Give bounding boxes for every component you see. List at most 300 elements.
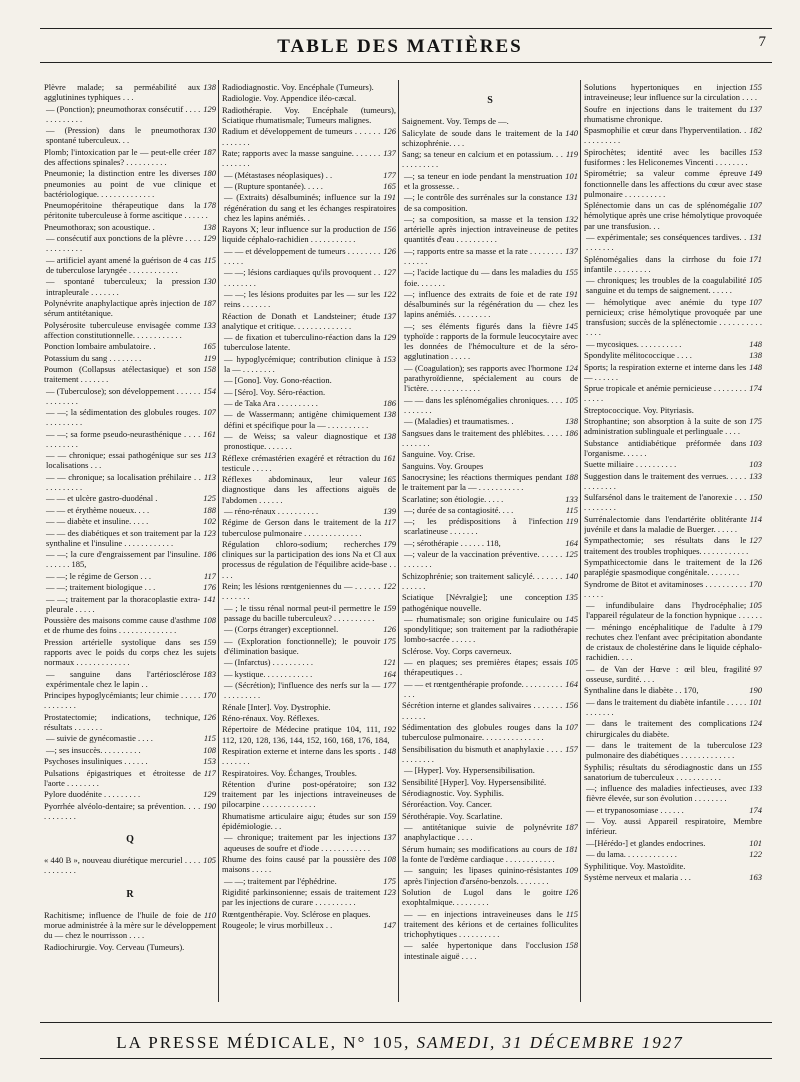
index-entry: [584, 339, 762, 349]
entry-text: Rœntgenthérapie. Voy. Sclérose en plaques.: [222, 908, 371, 919]
index-column-3: [402, 82, 578, 1002]
page-reference: 177: [383, 679, 396, 690]
index-entry: [584, 383, 762, 403]
index-entry: [222, 768, 396, 778]
page-reference: 122: [749, 849, 762, 860]
entry-text: Sang; sa teneur en calcium et en potassium. . . . . . . . . . . .: [402, 149, 563, 170]
entry-text: Rigidité parkinsonienne; essais de traitement par les injections de curare . . . . . . . . . .: [222, 886, 381, 908]
page-reference: 115: [565, 504, 578, 515]
entry-text: Séroréaction. Voy. Cancer.: [402, 799, 493, 810]
index-entry: [44, 712, 216, 732]
index-entry: [402, 149, 578, 169]
page-reference: 138: [203, 82, 216, 92]
entry-text: Potassium du sang . . . . . . . .: [44, 352, 142, 363]
page-reference: 108: [383, 853, 396, 864]
index-entry: [222, 354, 396, 374]
entry-text: Pneumothorax; son acoustique. .: [44, 221, 155, 232]
entry-text: Pulsations épigastriques et étroitesse de l'aorte . . . . . . . .: [44, 767, 201, 788]
page-reference: 102: [203, 516, 216, 527]
entry-text: Spirométrie; sa valeur comme épreuve fonctionnelle dans les affections du cœur avec stase pulmonaire . . . . . . . . . .: [584, 168, 762, 199]
index-entry: [584, 805, 762, 815]
entry-text: « 440 B », nouveau diurétique mercuriel . . . . . . . . . . . .: [44, 855, 201, 876]
entry-text: Répertoire de Médecine pratique 104, 111, 112, 120, 128, 136, 144, 152, 160, 168, 176, 184,: [222, 724, 390, 745]
page-reference: 156: [565, 700, 578, 711]
entry-text: — (Corps étranger) exceptionnel.: [224, 624, 339, 635]
entry-text: Sérum humain; ses modifications au cours de la fonte de l'œdème cardiaque . . . . . . . . . . . .: [402, 843, 563, 864]
entry-text: Principes hypoglycémiants; leur chimie . . . . . . . . . . . . .: [44, 690, 201, 711]
page-reference: 121: [383, 657, 396, 668]
entry-text: — hémolytique avec anémie du type pernicieux; crise hémolytique provoquée par une transfusion; succès de la splénectomie . . . . . . . . . . . . . .: [586, 296, 762, 338]
page-reference: 187: [203, 146, 216, 157]
index-entry: [584, 816, 762, 836]
index-entry: [584, 471, 762, 491]
entry-text: Psychoses insuliniques . . . . . .: [44, 756, 148, 767]
index-entry: [222, 539, 396, 580]
entry-text: Surrénalectomie dans l'endartérite oblitérante juvénile et dans la maladie de Buerger. . . . . .: [584, 513, 747, 535]
page-reference: 141: [203, 593, 216, 604]
index-entry: [584, 104, 762, 124]
index-entry: [584, 405, 762, 415]
page-reference: 154: [203, 385, 216, 396]
entry-text: Syndrome de Bitot et avitaminoses . . . . . . . . . . . . . . .: [584, 578, 747, 599]
entry-text: Sensibilisation du bismuth et anaphylaxie . . . . . . . . . . . .: [402, 743, 563, 764]
index-entry: [222, 181, 396, 191]
page-reference: 138: [565, 416, 578, 427]
index-entry: [222, 375, 396, 385]
index-entry: [44, 615, 216, 635]
index-entry: [222, 657, 396, 667]
entry-text: — (Ponction); pneumothorax consécutif . . . . . . . . . . . . .: [46, 103, 201, 124]
index-entry: [402, 765, 578, 775]
entry-text: Spirochètes; identité avec les bacilles fusiformes : les Heliconemes Vincenti . . . . . . . .: [584, 146, 748, 167]
entry-text: — dans le traitement de la tuberculose pulmonaire des diabétiques . . . . . . . . . . . . .: [586, 740, 747, 761]
index-entry: [44, 341, 216, 351]
page-reference: 125: [203, 493, 216, 504]
index-entry: [222, 811, 396, 831]
index-column-4: [584, 82, 762, 1002]
entry-text: Sécrétion interne et glandes salivaires . . . . . . . . . . . . .: [402, 700, 563, 721]
entry-text: Radiologie. Voy. Appendice iléo-cæcal.: [222, 93, 357, 104]
index-entry: [402, 516, 578, 536]
page-reference: 107: [203, 407, 216, 418]
index-entry: [44, 104, 216, 124]
page-reference: 158: [565, 940, 578, 951]
index-entry: [584, 557, 762, 577]
page-title: TABLE DES MATIÈRES: [277, 36, 523, 57]
index-entry: [44, 364, 216, 384]
page-reference: 148: [383, 745, 396, 756]
entry-text: Synthaline dans le diabète . . 170,: [584, 685, 699, 696]
page-reference: 170: [749, 578, 762, 589]
entry-text: — —; la cure d'engraissement par l'insuline. . . . . . . 185,: [46, 549, 201, 570]
entry-text: —; ses éléments figurés dans la fièvre typhoïde : rapports de la formule leucocytaire avec les données de l'hémoculture et de la séro-agglutination . . . . .: [404, 320, 578, 362]
index-entry: [584, 849, 762, 859]
entry-text: Streptococcique. Voy. Pityriasis.: [584, 404, 694, 415]
page-reference: 129: [383, 332, 396, 343]
page-reference: 159: [383, 810, 396, 821]
index-entry: [584, 740, 762, 760]
entry-text: — expérimentale; ses conséquences tardives. . . . . . . . .: [586, 231, 747, 253]
entry-text: — artificiel ayant amené la guérison de 4 cas de tuberculose laryngée . . . . . . . . . . . .: [46, 254, 201, 275]
page-reference: 126: [383, 624, 396, 635]
entry-text: —; influence des maladies infectieuses, avec fièvre élevée, sur son évolution . . . . . . . .: [586, 783, 747, 804]
page-reference: 108: [203, 744, 216, 755]
index-entry: [584, 861, 762, 871]
index-entry: [584, 492, 762, 512]
entry-text: —; rapports entre sa masse et la rate . . . . . . . . . . . . . .: [404, 245, 563, 266]
page-reference: 127: [383, 267, 396, 278]
page-reference: 107: [565, 722, 578, 733]
page-reference: 137: [565, 245, 578, 256]
index-entry: [402, 788, 578, 798]
index-entry: [44, 255, 216, 275]
page-reference: 145: [565, 614, 578, 625]
index-entry: [222, 624, 396, 634]
entry-text: — consécutif aux ponctions de la plèvre . . . . . . . . . . . . .: [46, 233, 201, 254]
page-reference: 123: [383, 886, 396, 897]
page-reference: 147: [383, 919, 396, 930]
entry-text: Ponction lombaire ambulatoire. .: [44, 341, 156, 352]
page-reference: 122: [383, 581, 396, 592]
index-entry: [44, 571, 216, 581]
index-entry: [222, 431, 396, 451]
index-entry: [584, 514, 762, 534]
index-entry: [402, 472, 578, 492]
entry-text: — — dans les splénomégalies chroniques. . . . . . . . . . .: [404, 394, 563, 415]
index-entry: [222, 713, 396, 723]
entry-text: — — chronique; essai pathogénique sur ses localisations . . .: [46, 450, 201, 471]
index-entry: [584, 254, 762, 274]
entry-text: —; ses insuccès. . . . . . . . . .: [46, 744, 141, 755]
entry-text: Réno-rénaux. Voy. Réflexes.: [222, 712, 320, 723]
entry-text: Pression artérielle systolique dans ses rapports avec le poids du corps chez les sujets normaux . . . . . . . . . . . . .: [44, 636, 216, 668]
index-entry: [584, 685, 762, 695]
page-reference: 137: [383, 832, 396, 843]
index-entry: [44, 690, 216, 710]
entry-text: — (Tuberculose); son développement . . . . . . . . . . . . . .: [46, 385, 201, 406]
page-reference: 138: [383, 409, 396, 420]
entry-text: — Voy. aussi Appareil respiratoire, Membre inférieur.: [586, 816, 762, 837]
entry-text: — (Sécrétion); l'influence des nerfs sur la — . . . . . . . . .: [224, 679, 381, 701]
index-entry: [222, 387, 396, 397]
index-entry: [44, 505, 216, 515]
index-entry: [222, 702, 396, 712]
index-entry: [222, 581, 396, 601]
entry-text: Plomb; l'intoxication par le — peut-elle créer des affections spinales? . . . . . . . . . .: [44, 146, 201, 167]
entry-text: —[Hérédo-] et glandes endocrines.: [586, 837, 706, 848]
page-reference: 126: [383, 245, 396, 256]
index-entry: [584, 275, 762, 295]
index-entry: [402, 744, 578, 764]
index-entry: [402, 679, 578, 699]
entry-text: Sanguine. Voy. Crise.: [402, 449, 476, 460]
page-reference: 105: [565, 657, 578, 668]
entry-text: — — et développement de tumeurs . . . . . . . . . . . . .: [224, 245, 381, 266]
page-reference: 140: [565, 127, 578, 138]
page-reference: 156: [383, 224, 396, 235]
entry-text: Salicylate de soude dans le traitement de la schizophrénie. . . .: [402, 127, 563, 148]
index-entry: [402, 592, 578, 612]
entry-text: Sprue tropicale et anémie pernicieuse . . . . . . . . . . . . .: [584, 383, 747, 404]
index-entry: [222, 148, 396, 168]
entry-text: Saignement. Voy. Temps de —.: [402, 116, 509, 127]
index-entry: [44, 516, 216, 526]
index-entry: [402, 887, 578, 907]
page-reference: 126: [565, 886, 578, 897]
page-reference: 133: [749, 783, 762, 794]
entry-text: Rachitisme; influence de l'huile de foie de morue administrée à la mère sur le développement du — chez le nourrisson . . . .: [44, 909, 216, 941]
index-entry: [584, 664, 762, 684]
page-reference: 135: [565, 592, 578, 603]
index-entry: [402, 505, 578, 515]
entry-text: —; sérothérapie . . . . . . 118,: [404, 537, 501, 548]
index-entry: [402, 192, 578, 212]
index-entry: [584, 168, 762, 199]
index-entry: [584, 783, 762, 803]
page-reference: 153: [749, 146, 762, 157]
entry-text: — de Wassermann; antigène chimiquement défini et spécifique pour la — . . . . . . . . . .: [224, 409, 381, 430]
index-entry: [222, 854, 396, 874]
page-reference: 175: [749, 416, 762, 427]
entry-text: — en plaques; ses premières étapes; essais thérapeutiques . .: [404, 657, 563, 678]
index-entry: [222, 332, 396, 352]
page-reference: 137: [749, 103, 762, 114]
index-entry: [222, 105, 396, 125]
entry-text: Suggestion dans le traitement des verrues. . . . . . . . . . . . .: [584, 470, 747, 491]
index-entry: [222, 680, 396, 700]
entry-text: — spontané tuberculeux; la pression intrapleurale . . . . . . .: [46, 276, 201, 297]
page-reference: 126: [203, 711, 216, 722]
index-entry: [584, 872, 762, 882]
index-entry: [584, 622, 762, 663]
entry-text: — — et rœntgenthérapie profonde. . . . . . . . . . . . .: [404, 678, 563, 700]
page-reference: 138: [203, 221, 216, 232]
column-divider: [398, 80, 399, 1002]
page-reference: 170: [203, 690, 216, 701]
page-reference: 123: [203, 527, 216, 538]
entry-text: — de Taka Ara . . . . . . . . . .: [224, 398, 318, 409]
index-entry: [402, 246, 578, 266]
index-entry: [402, 428, 578, 448]
entry-text: — —; lésions cardiaques qu'ils provoquent . . . . . . . . . .: [224, 267, 381, 288]
entry-text: — réno-rénaux . . . . . . . . . .: [224, 506, 319, 517]
section-letter: R: [126, 888, 134, 900]
entry-text: — sanguin; les lipases quinino-résistantes après l'injection d'arséno-benzols. . . . . . . .: [404, 865, 563, 886]
entry-text: Poussière des maisons comme cause d'asthme et de rhume des foins . . . . . . . . . . . . . .: [44, 615, 201, 636]
page-reference: 107: [749, 200, 762, 211]
page-reference: 110: [203, 909, 216, 920]
page-reference: 155: [749, 82, 762, 92]
index-entry: [222, 246, 396, 266]
entry-text: —; durée de sa contagiosité. . . .: [404, 504, 514, 515]
page-reference: 148: [749, 361, 762, 372]
page-reference: 113: [203, 450, 216, 461]
page-reference: 129: [203, 103, 216, 114]
page-reference: 101: [749, 837, 762, 848]
index-entry: [222, 876, 396, 886]
page-reference: 153: [203, 756, 216, 767]
index-entry: [44, 168, 216, 199]
entry-text: — —; les lésions produites par les — sur les reins . . . . . . .: [224, 288, 381, 310]
entry-text: — —; sa forme pseudo-neurasthénique . . . . . . . . . . . .: [46, 428, 201, 449]
entry-text: Respiratoires. Voy. Échanges, Troubles.: [222, 767, 357, 778]
page-reference: 187: [203, 297, 216, 308]
page-reference: 171: [749, 253, 762, 264]
index-entry: [222, 636, 396, 656]
entry-text: Rein; les lésions rœntgeniennes du — . . . . . . . . . . . . .: [222, 581, 381, 602]
entry-text: —; le contrôle des surrénales sur la constance de sa composition.: [404, 192, 563, 213]
index-entry: [402, 214, 578, 245]
index-entry: [222, 289, 396, 309]
entry-text: — (Rupture spontanée). . . . .: [224, 180, 323, 191]
index-entry: [44, 789, 216, 799]
entry-text: Solution de Lugol dans le goitre exophtalmique. . . . . . . . .: [402, 886, 563, 908]
entry-text: Spondylite mélitococcique . . . .: [584, 350, 692, 361]
entry-text: — salée hypertonique dans l'occlusion intestinale aiguë . . . .: [404, 940, 563, 961]
index-entry: [222, 887, 396, 907]
column-divider: [580, 80, 581, 1002]
page-reference: 190: [749, 685, 762, 696]
index-entry: [222, 82, 396, 92]
index-entry: [44, 493, 216, 503]
index-entry: [44, 320, 216, 340]
index-entry: [222, 920, 396, 930]
page-reference: 159: [383, 602, 396, 613]
page-reference: 138: [383, 431, 396, 442]
entry-text: — (Extraits) désalbuminés; influence sur la régénération du sang et les échanges respiratoires chez les lapins anémiés. .: [224, 192, 396, 223]
index-entry: [402, 822, 578, 842]
index-entry: [222, 126, 396, 146]
page-reference: 123: [749, 740, 762, 751]
page-reference: 131: [749, 231, 762, 242]
index-entry: [402, 128, 578, 148]
index-entry: [402, 267, 578, 287]
entry-text: Réflexes abdominaux, leur valeur diagnostique dans les affections aiguës de l'abdomen . . . . . .: [222, 474, 396, 505]
index-entry: [222, 474, 396, 505]
entry-text: Solutions hypertoniques en injection intraveineuse; leur influence sur la circulation . . . .: [584, 82, 758, 103]
index-entry: [402, 799, 578, 809]
entry-text: —; les prédispositions à l'infection scarlatineuse . . . . . . .: [404, 516, 563, 537]
entry-text: — mycosiques. . . . . . . . . . .: [586, 338, 682, 349]
entry-text: — (Exploration fonctionnelle); le pouvoir d'élimination basique.: [224, 635, 381, 656]
entry-text: — —; la sédimentation des globules rouges. . . . . . . . . .: [46, 407, 201, 428]
page-reference: 97: [753, 663, 762, 674]
page-reference: 117: [383, 517, 396, 528]
entry-text: — (Coagulation); ses rapports avec l'hormone parathyroïdienne, spécialement au cours de l'ictère. . . . . . . . . . . . .: [404, 362, 578, 394]
page-reference: 176: [203, 582, 216, 593]
index-entry: [222, 603, 396, 623]
page-reference: 130: [203, 125, 216, 136]
entry-text: Polysérosite tuberculeuse envisagée comme affection constitutionnelle. . . . . . . . . . . .: [44, 319, 201, 340]
index-entry: [44, 147, 216, 167]
page-reference: 126: [749, 557, 762, 568]
page-reference: 159: [203, 636, 216, 647]
entry-text: Polynévrite anaphylactique après injection de sérum antitétanique.: [44, 297, 201, 319]
index-entry: [584, 838, 762, 848]
entry-text: Pneumonie; la distinction entre les diverses pneumonies au point de vue clinique et bactériologique. . . . . . . . . . . . . .: [44, 168, 216, 199]
index-entry: [402, 909, 578, 940]
page-reference: 113: [203, 471, 216, 482]
entry-text: Régime de Gerson dans le traitement de la tuberculose pulmonaire . . . . . . . . . . . . . .: [222, 517, 381, 538]
entry-text: Poumon (Collapsus atélectasique) et son traitement . . . . . . .: [44, 363, 201, 385]
index-entry: [44, 407, 216, 427]
bottom-rule: [40, 1058, 772, 1059]
index-entry: [402, 538, 578, 548]
page-reference: 137: [383, 310, 396, 321]
page-reference: 191: [565, 288, 578, 299]
page-reference: 129: [203, 789, 216, 800]
entry-text: — — chronique; sa localisation préhilaire . . . . . . . . . . .: [46, 471, 201, 493]
index-entry: [222, 506, 396, 516]
entry-text: — dans le traitement du diabète infantile . . . . . . . . . . . .: [586, 696, 747, 718]
index-entry: [222, 517, 396, 537]
entry-text: — — et érythème noueux. . . .: [46, 504, 150, 515]
page-reference: 119: [203, 352, 216, 363]
entry-text: Plèvre malade; sa perméabilité aux agglutinines typhiques . . .: [44, 82, 201, 103]
index-entry: [584, 697, 762, 717]
entry-text: Rougeole; le virus morbilleux . .: [222, 919, 333, 930]
entry-text: — —; traitement biologique . . .: [46, 582, 156, 593]
page-reference: 115: [203, 254, 216, 265]
entry-text: Sympathectomie; ses résultats dans le traitement des troubles trophiques. . . . . . . . . . . .: [584, 535, 749, 556]
entry-text: — (Maladies) et traumatismes. .: [404, 416, 514, 427]
entry-text: Sérothérapie. Voy. Scarlatine.: [402, 810, 503, 821]
index-entry: [402, 416, 578, 426]
page-reference: 164: [565, 537, 578, 548]
page-reference: 190: [203, 800, 216, 811]
page-reference: 130: [203, 276, 216, 287]
entry-text: Strophantine; son absorption à la suite de son administration sublinguale et perlinguale . . . .: [584, 416, 747, 437]
page-reference: 191: [383, 192, 396, 203]
index-entry: [584, 125, 762, 145]
page-reference: 103: [749, 459, 762, 470]
page-reference: 117: [203, 767, 216, 778]
index-entry: [402, 657, 578, 677]
entry-text: — [Séro]. Voy. Séro-réaction.: [224, 386, 326, 397]
index-entry: [402, 614, 578, 645]
entry-text: Splénectomie dans un cas de splénomégalie hémolytique après une crise hémolytique provoquée par une transfusion. . .: [584, 200, 762, 231]
page-reference: 188: [565, 471, 578, 482]
index-entry: [584, 762, 762, 782]
page-reference: 158: [203, 363, 216, 374]
entry-text: — de Van der Hœve : œil bleu, fragilité osseuse, surdité. . . .: [586, 663, 751, 685]
entry-text: — [Hyper]. Voy. Hypersensibilisation.: [404, 765, 535, 776]
index-entry: [402, 777, 578, 787]
entry-text: Radiodiagnostic. Voy. Encéphale (Tumeurs).: [222, 82, 374, 92]
entry-text: Soufre en injections dans le traitement du rhumatisme chronique.: [584, 103, 747, 124]
entry-text: Radium et développement de tumeurs . . . . . . . . . . . . .: [222, 126, 381, 147]
entry-text: — (Infarctus) . . . . . . . . . .: [224, 657, 313, 668]
index-entry: [44, 768, 216, 788]
page-reference: 179: [749, 621, 762, 632]
entry-text: — dans le traitement des complications chirurgicales du diabète.: [586, 718, 747, 739]
entry-text: — hypoglycémique; contribution clinique à la — . . . . . . . .: [224, 353, 381, 374]
index-entry: [402, 461, 578, 471]
page-reference: 137: [383, 147, 396, 158]
index-entry: [44, 594, 216, 614]
footer-journal: LA PRESSE MÉDICALE, N° 105,: [116, 1033, 411, 1052]
index-entry: [402, 494, 578, 504]
entry-text: Rayons X; leur influence sur la production de liquide céphalo-rachidien . . . . . . . . . . .: [222, 224, 381, 245]
entry-text: Rhume des foins causé par la poussière des maisons . . . . .: [222, 853, 381, 875]
index-entry: [402, 116, 578, 126]
index-entry: [402, 940, 578, 960]
index-entry: [402, 549, 578, 569]
index-entry: [44, 82, 216, 102]
index-entry: [402, 171, 578, 191]
index-entry: [402, 700, 578, 720]
page-reference: 125: [565, 549, 578, 560]
